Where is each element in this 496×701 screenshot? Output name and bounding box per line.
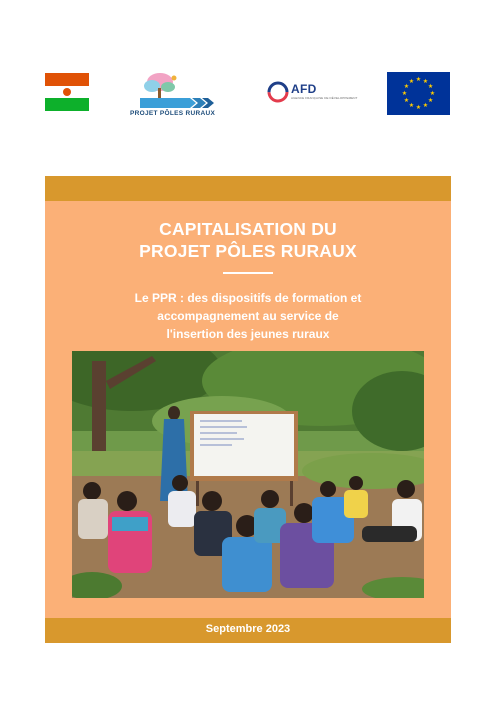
cover-subtitle-line3: l'insertion des jeunes ruraux — [166, 327, 330, 341]
svg-text:★: ★ — [422, 102, 429, 110]
title-divider — [223, 272, 273, 274]
eu-flag-icon — [387, 72, 450, 115]
svg-text:★: ★ — [408, 77, 415, 85]
ppr-logo — [130, 70, 214, 122]
afd-logo-word: AFD — [291, 82, 317, 96]
cover-subtitle-line1: Le PPR : des dispositifs de formation et — [134, 291, 362, 305]
svg-text:★: ★ — [427, 83, 434, 90]
svg-text:★: ★ — [401, 90, 408, 97]
cover-subtitle — [75, 289, 421, 343]
ppr-logo-text: PROJET PÔLES RURAUX — [130, 110, 216, 117]
top-band — [45, 176, 451, 201]
svg-text:★: ★ — [415, 76, 422, 83]
cover-panel — [45, 176, 451, 643]
svg-text:★: ★ — [422, 77, 429, 85]
niger-flag-icon — [45, 73, 89, 111]
svg-text:★: ★ — [415, 104, 422, 111]
svg-text:★: ★ — [429, 90, 436, 97]
cover-subtitle-line2: accompagnement au service de — [157, 309, 339, 323]
logo-bar — [0, 0, 496, 140]
publication-date: Septembre 2023 — [205, 623, 291, 635]
svg-text:★: ★ — [408, 102, 415, 110]
afd-logo — [266, 80, 358, 106]
afd-logo-icon — [266, 80, 290, 104]
cover-title-line2: PROJET PÔLES RURAUX — [139, 241, 357, 261]
cover-title — [45, 218, 451, 262]
afd-logo-subtitle: AGENCE FRANÇAISE DE DÉVELOPPEMENT — [291, 96, 358, 100]
svg-text:★: ★ — [403, 97, 410, 104]
svg-text:★: ★ — [403, 83, 410, 90]
cover-title-line1: CAPITALISATION DU — [159, 219, 337, 239]
svg-text:★: ★ — [427, 97, 434, 104]
ppr-logo-icon — [130, 70, 214, 110]
training-session-photo — [72, 351, 424, 598]
cover-photo — [72, 351, 424, 598]
